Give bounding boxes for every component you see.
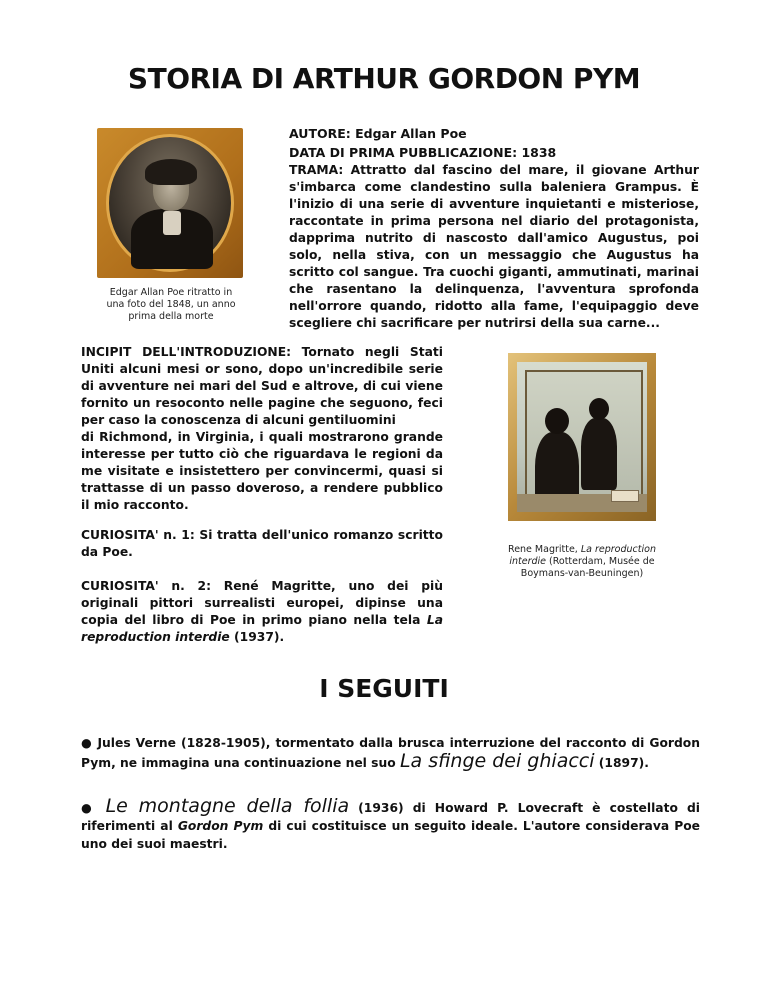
page-title: STORIA DI ARTHUR GORDON PYM <box>127 62 641 95</box>
lovecraft-book-title: Le montagne della follia <box>105 795 350 817</box>
bullet-marker: ● <box>81 736 93 750</box>
lovecraft-ref: Gordon Pym <box>177 819 264 833</box>
sequel-lovecraft <box>81 797 700 853</box>
curiosity-2-text: CURIOSITA' n. 2: René Magritte, uno dei più originali pittori surrealisti europei, dipinse una copia del libro di Poe in primo piano nella tela <box>81 579 443 627</box>
verne-year: (1897). <box>594 756 649 770</box>
painting-canvas <box>517 362 647 512</box>
curiosity-2 <box>81 578 443 646</box>
magritte-caption-post: (Rotterdam, Musée de Boymans-van-Beuningen) <box>520 556 655 579</box>
poe-portrait <box>97 128 243 278</box>
painting-book <box>611 490 639 502</box>
verne-text: Jules Verne (1828-1905), tormentato dalla brusca interruzione del racconto di Gordon Pym, ne immagina una continuazione nel suo <box>81 736 701 770</box>
curiosity-2-year: (1937). <box>229 630 285 644</box>
portrait-caption <box>96 287 246 323</box>
portrait-collar <box>163 211 181 235</box>
portrait-caption-line1: Edgar Allan Poe ritratto in <box>109 287 233 298</box>
lovecraft-text-2: di cui costituisce un seguito ideale. L'autore considerava Poe uno dei suoi maestri. <box>81 819 700 851</box>
plot-summary: TRAMA: Attratto dal fascino del mare, il giovane Arthur s'imbarca come clandestino sulla baleniera Grampus. È l'inizio di una serie di avventure inquietanti e misteriose, raccontate in prima persona nel diario del protagonista, dapprima nutrito di nascosto dall'amico Augustus, poi solo, nella stiva, con un messaggio che Augustus ha scritto col sangue. Tra cuochi giganti, ammutinati, marinai che rasentano la delinquenza, l'avventura sprofonda nell'orrore quando, ridotto alla fame, l'equipaggio deve scegliere chi sacrificare per nutrirsi della sua carne... <box>289 163 699 330</box>
magritte-caption <box>492 544 672 580</box>
sequels-heading: I SEGUITI <box>319 674 449 703</box>
foreground-head <box>545 408 569 434</box>
portrait-caption-line3: prima della morte <box>128 311 214 322</box>
verne-book-title: La sfinge dei ghiacci <box>399 750 595 772</box>
portrait-oval <box>106 134 234 272</box>
publication-date: DATA DI PRIMA PUBBLICAZIONE: 1838 <box>289 145 557 160</box>
incipit-part1: INCIPIT DELL'INTRODUZIONE: Tornato negli Stati Uniti alcuni mesi or sono, dopo un'incredibile serie di avventure nei mari del Sud e altrove, di cui viene fornito un resoconto nelle pagine che seguono, feci per caso la conoscenza di alcuni gentiluomini <box>81 345 443 427</box>
portrait-caption-line2: una foto del 1848, un anno <box>106 299 236 310</box>
bullet-marker: ● <box>81 801 97 815</box>
incipit-part2: di Richmond, in Virginia, i quali mostrarono grande interesse per tutto ciò che riguardava le regioni da me visitate e insistettero per convincermi, quasi si trattasse di un passo doveroso, a rendere pubblico il mio racconto. <box>81 430 443 512</box>
curiosity-1: CURIOSITA' n. 1: Si tratta dell'unico romanzo scritto da Poe. <box>81 528 443 559</box>
lovecraft-text-1: (1936) di Howard P. Lovecraft è costellato di riferimenti al <box>81 801 700 833</box>
reflected-head <box>589 398 609 420</box>
magritte-painting <box>508 353 656 521</box>
magritte-caption-title: La reproduction interdie <box>509 544 656 567</box>
incipit-intro <box>81 344 443 514</box>
reflected-figure <box>581 418 617 490</box>
author-line: AUTORE: Edgar Allan Poe <box>289 126 467 141</box>
portrait-hair <box>145 159 197 185</box>
sequel-verne <box>81 734 700 772</box>
magritte-caption-pre: Rene Magritte, <box>508 544 581 555</box>
curiosity-2-painting-title: La reproduction interdie <box>81 613 443 644</box>
